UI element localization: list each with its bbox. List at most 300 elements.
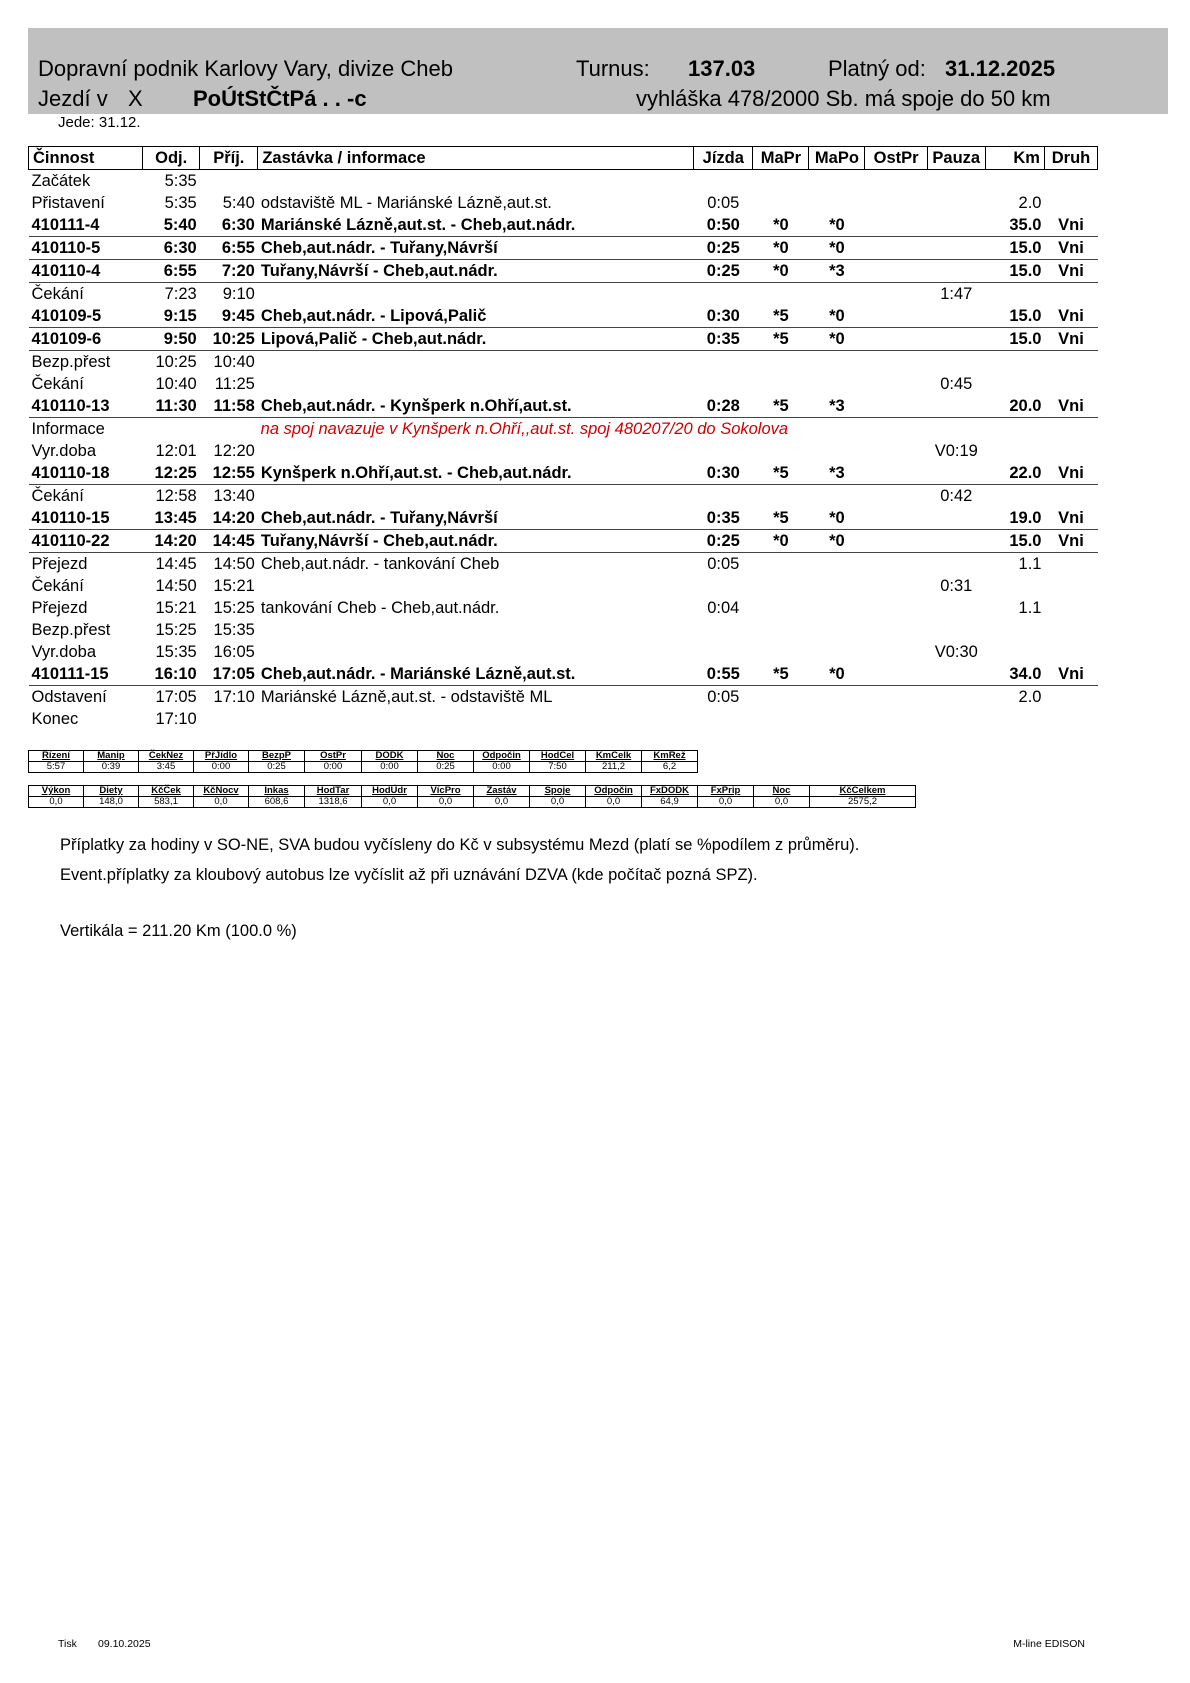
header-band	[28, 28, 1168, 114]
cell-ostpr	[865, 395, 927, 418]
col-ostpr: OstPr	[865, 147, 927, 170]
cell-odj: 10:25	[155, 352, 197, 371]
cell-km	[985, 619, 1044, 641]
cell-druh	[1044, 485, 1097, 508]
cell-mapo	[809, 708, 865, 730]
cell-ostpr	[865, 597, 927, 619]
cell-odj: 9:15	[143, 305, 200, 328]
summary-label: PřJídlo	[194, 751, 249, 762]
summary-label: ČekNez	[139, 751, 194, 762]
table-row	[29, 351, 1098, 374]
table-row	[29, 553, 1098, 576]
cell-pauza	[927, 260, 985, 283]
cell-odj: 14:45	[155, 554, 197, 573]
cell-prij: 14:50	[213, 554, 255, 573]
cell-mapo	[809, 170, 865, 193]
cell-zastavka: Cheb,aut.nádr. - Mariánské Lázně,aut.st.	[258, 663, 694, 686]
cell-prij: 11:25	[214, 374, 255, 393]
cell-prij: 15:21	[213, 576, 255, 595]
cell-mapo: *3	[809, 260, 865, 283]
cell-druh	[1044, 619, 1097, 641]
cell-pauza	[927, 507, 985, 530]
summary-value: 0:39	[84, 762, 139, 773]
cell-info-text: na spoj navazuje v Kynšperk n.Ohří,,aut.st. spoj 480207/20 do Sokolova	[260, 419, 789, 438]
cell-druh	[1044, 597, 1097, 619]
cell-km: 2.0	[1018, 193, 1042, 212]
summary-label: Noc	[418, 751, 474, 762]
table-row	[29, 619, 1098, 641]
cell-prij: 9:10	[222, 284, 255, 303]
summary-value: 0,0	[698, 797, 754, 808]
cell-ostpr	[865, 283, 927, 306]
cell-cinnost: 410111-15	[29, 663, 143, 686]
cell-cinnost: 410110-15	[29, 507, 143, 530]
cell-cinnost: 410110-22	[29, 530, 143, 553]
summary-value: 0,0	[194, 797, 249, 808]
table-row	[29, 641, 1098, 663]
col-prij: Příj.	[200, 147, 258, 170]
col-odj: Odj.	[143, 147, 200, 170]
cell-odj: 5:40	[143, 214, 200, 237]
cell-km: 19.0	[985, 507, 1044, 530]
cell-zastavka	[258, 485, 694, 508]
cell-jizda: 0:04	[707, 598, 740, 617]
summary-value: 0:00	[474, 762, 530, 773]
schedule-body	[29, 170, 1098, 731]
cell-prij	[200, 708, 258, 730]
cell-zastavka: Mariánské Lázně,aut.st. - Cheb,aut.nádr.	[258, 214, 694, 237]
summary-value: 0,0	[530, 797, 586, 808]
cell-mapo	[809, 283, 865, 306]
cell-jizda: 0:05	[707, 193, 740, 212]
cell-mapr	[753, 485, 809, 508]
cell-ostpr	[865, 214, 927, 237]
table-row	[29, 260, 1098, 283]
table-row	[29, 283, 1098, 306]
cell-ostpr	[865, 305, 927, 328]
regulation-note: vyhláška 478/2000 Sb. má spoje do 50 km	[636, 86, 1051, 111]
summary-value: 0:25	[249, 762, 305, 773]
summary-label: Zastáv	[474, 786, 530, 797]
col-mapr: MaPr	[753, 147, 809, 170]
cell-odj: 17:10	[155, 709, 197, 728]
table-row	[29, 708, 1098, 730]
cell-mapr	[753, 708, 809, 730]
cell-odj: 6:55	[143, 260, 200, 283]
summary-value: 6,2	[642, 762, 698, 773]
cell-cinnost: Začátek	[31, 171, 91, 190]
cell-km: 35.0	[985, 214, 1044, 237]
cell-mapo: *0	[809, 507, 865, 530]
table-row	[29, 418, 1098, 441]
table-row	[29, 462, 1098, 485]
cell-zastavka	[258, 283, 694, 306]
cell-odj: 13:45	[143, 507, 200, 530]
cell-ostpr	[865, 507, 927, 530]
cell-pauza	[927, 530, 985, 553]
cell-prij: 15:25	[213, 598, 255, 617]
cell-mapr: *5	[753, 305, 809, 328]
cell-mapo	[809, 485, 865, 508]
cell-km	[985, 708, 1044, 730]
cell-ostpr	[865, 328, 927, 351]
cell-jizda	[694, 170, 753, 193]
schedule-table	[28, 146, 1098, 730]
cell-mapr	[753, 597, 809, 619]
cell-ostpr	[865, 351, 927, 374]
cell-zastavka	[258, 351, 694, 374]
col-druh: Druh	[1044, 147, 1097, 170]
cell-pauza	[927, 214, 985, 237]
cell-pauza	[927, 619, 985, 641]
summary-label: FxPrip	[698, 786, 754, 797]
cell-pauza	[927, 328, 985, 351]
cell-prij: 13:40	[213, 486, 255, 505]
cell-odj: 17:05	[155, 687, 197, 706]
cell-ostpr	[865, 260, 927, 283]
cell-ostpr	[865, 373, 927, 395]
cell-ostpr	[865, 663, 927, 686]
cell-ostpr	[865, 619, 927, 641]
cell-odj: 15:21	[155, 598, 197, 617]
cell-zastavka: odstaviště ML - Mariánské Lázně,aut.st.	[260, 193, 552, 212]
cell-prij	[200, 170, 258, 193]
cell-cinnost: Odstavení	[31, 687, 107, 706]
cell-zastavka: Cheb,aut.nádr. - Tuřany,Návrší	[258, 507, 694, 530]
cell-zastavka: Kynšperk n.Ohří,aut.st. - Cheb,aut.nádr.	[258, 462, 694, 485]
cell-prij: 12:20	[213, 441, 255, 460]
cell-km: 15.0	[985, 260, 1044, 283]
summary-value: 211,2	[586, 762, 642, 773]
cell-druh	[1044, 373, 1097, 395]
cell-prij: 7:20	[200, 260, 258, 283]
summary-value: 0,0	[362, 797, 418, 808]
summary-label: FxDODK	[642, 786, 698, 797]
cell-km: 15.0	[985, 237, 1044, 260]
cell-druh	[1044, 553, 1097, 576]
table-row	[29, 305, 1098, 328]
cell-prij: 10:40	[213, 352, 255, 371]
cell-mapr	[753, 170, 809, 193]
cell-mapo	[809, 440, 865, 462]
cell-pauza	[927, 553, 985, 576]
col-km: Km	[985, 147, 1044, 170]
cell-jizda	[694, 351, 753, 374]
cell-jizda: 0:25	[694, 530, 753, 553]
cell-mapr	[753, 192, 809, 214]
cell-cinnost: 410109-5	[29, 305, 143, 328]
cell-prij: 11:58	[200, 395, 258, 418]
cell-jizda: 0:05	[707, 687, 740, 706]
cell-jizda: 0:05	[707, 554, 740, 573]
summary-value: 0,0	[418, 797, 474, 808]
summary-label: KčCelkem	[810, 786, 916, 797]
summary-2-labels	[29, 786, 916, 797]
summary-value: 583,1	[139, 797, 194, 808]
cell-jizda	[694, 485, 753, 508]
cell-jizda: 0:28	[694, 395, 753, 418]
cell-jizda: 0:25	[694, 237, 753, 260]
cell-druh: Vni	[1044, 260, 1097, 283]
cell-cinnost: Bezp.přest	[31, 352, 111, 371]
summary-label: Řízení	[29, 751, 84, 762]
summary-value: 5:57	[29, 762, 84, 773]
cell-druh	[1044, 686, 1097, 709]
cell-zastavka: Mariánské Lázně,aut.st. - odstaviště ML	[260, 687, 553, 706]
cell-jizda: 0:35	[694, 507, 753, 530]
cell-mapr	[753, 641, 809, 663]
cell-prij: 17:05	[200, 663, 258, 686]
cell-mapr	[753, 619, 809, 641]
summary-value: 0,0	[474, 797, 530, 808]
cell-druh	[1044, 192, 1097, 214]
summary-value: 3:45	[139, 762, 194, 773]
cell-pauza	[927, 395, 985, 418]
col-zastavka: Zastávka / informace	[258, 147, 694, 170]
cell-km: 2.0	[1018, 687, 1042, 706]
cell-odj: 15:35	[155, 642, 197, 661]
cell-druh	[1044, 641, 1097, 663]
cell-zastavka: Tuřany,Návrší - Cheb,aut.nádr.	[258, 530, 694, 553]
cell-mapr: *5	[753, 462, 809, 485]
table-row	[29, 192, 1098, 214]
cell-zastavka	[258, 708, 694, 730]
summary-label: Odpočin	[586, 786, 642, 797]
summary-value: 148,0	[84, 797, 139, 808]
cell-cinnost: 410110-4	[29, 260, 143, 283]
cell-jizda	[694, 641, 753, 663]
cell-pauza	[927, 597, 985, 619]
cell-odj: 16:10	[143, 663, 200, 686]
summary-label: Spoje	[530, 786, 586, 797]
table-row	[29, 373, 1098, 395]
cell-pauza	[927, 686, 985, 709]
cell-prij: 15:35	[213, 620, 255, 639]
cell-mapo	[809, 553, 865, 576]
table-row	[29, 663, 1098, 686]
cell-zastavka	[258, 373, 694, 395]
cell-cinnost: Čekání	[31, 486, 84, 505]
cell-zastavka	[258, 641, 694, 663]
footer-print-label: Tisk	[58, 1638, 77, 1650]
cell-prij: 14:45	[200, 530, 258, 553]
cell-jizda	[694, 373, 753, 395]
table-row	[29, 237, 1098, 260]
cell-mapr: *0	[753, 214, 809, 237]
summary-label: Výkon	[29, 786, 84, 797]
summary-label: KčČek	[139, 786, 194, 797]
cell-mapo	[809, 619, 865, 641]
cell-mapr	[753, 351, 809, 374]
cell-ostpr	[865, 192, 927, 214]
cell-mapr	[753, 283, 809, 306]
cell-mapo	[809, 351, 865, 374]
table-row	[29, 530, 1098, 553]
cell-prij: 12:55	[200, 462, 258, 485]
col-mapo: MaPo	[809, 147, 865, 170]
summary-label: KčNocv	[194, 786, 249, 797]
summary-label: VícPro	[418, 786, 474, 797]
cell-ostpr	[865, 237, 927, 260]
cell-zastavka	[258, 170, 694, 193]
cell-prij: 17:10	[213, 687, 255, 706]
cell-druh: Vni	[1044, 214, 1097, 237]
cell-jizda: 0:50	[694, 214, 753, 237]
cell-mapo	[809, 575, 865, 597]
turnus-label: Turnus:	[576, 56, 650, 81]
col-cinnost: Činnost	[29, 147, 143, 170]
cell-pauza: 0:45	[940, 374, 973, 393]
cell-mapr: *5	[753, 507, 809, 530]
cell-jizda: 0:25	[694, 260, 753, 283]
cell-jizda: 0:35	[694, 328, 753, 351]
cell-mapo: *0	[809, 663, 865, 686]
note-surcharge-weekend: Příplatky za hodiny v SO-NE, SVA budou vyčísleny do Kč v subsystému Mezd (platí se %podílem z průměru).	[60, 836, 860, 854]
cell-zastavka	[258, 619, 694, 641]
cell-druh: Vni	[1044, 395, 1097, 418]
cell-mapo: *0	[809, 237, 865, 260]
cell-mapr	[753, 553, 809, 576]
cell-prij: 16:05	[213, 642, 255, 661]
cell-cinnost: 410110-13	[29, 395, 143, 418]
table-row	[29, 597, 1098, 619]
note-surcharge-articulated: Event.příplatky za kloubový autobus lze vyčíslit až při uznávání DZVA (kde počítač pozná SPZ).	[60, 866, 758, 884]
cell-cinnost: Čekání	[31, 576, 84, 595]
cell-prij: 5:40	[222, 193, 255, 212]
summary-value: 7:50	[530, 762, 586, 773]
valid-from-value: 31.12.2025	[945, 56, 1056, 81]
cell-mapr: *0	[753, 530, 809, 553]
col-pauza: Pauza	[927, 147, 985, 170]
cell-mapr	[753, 575, 809, 597]
cell-zastavka: Lipová,Palič - Cheb,aut.nádr.	[258, 328, 694, 351]
cell-ostpr	[865, 485, 927, 508]
cell-km: 1.1	[1018, 598, 1042, 617]
summary-value: 0:00	[194, 762, 249, 773]
jede-date: Jede: 31.12.	[58, 114, 141, 131]
table-row	[29, 214, 1098, 237]
cell-pauza	[927, 663, 985, 686]
cell-ostpr	[865, 462, 927, 485]
cell-pauza	[927, 708, 985, 730]
summary-label: KmRež	[642, 751, 698, 762]
summary-table-2	[28, 785, 916, 808]
cell-cinnost: Konec	[31, 709, 79, 728]
cell-km	[985, 641, 1044, 663]
col-jizda: Jízda	[694, 147, 753, 170]
cell-cinnost: Čekání	[31, 284, 84, 303]
table-row	[29, 686, 1098, 709]
cell-km: 15.0	[985, 305, 1044, 328]
cell-druh	[1044, 170, 1097, 193]
cell-prij: 6:55	[200, 237, 258, 260]
cell-ostpr	[865, 641, 927, 663]
cell-odj: 7:23	[164, 284, 197, 303]
table-row	[29, 440, 1098, 462]
cell-prij: 10:25	[200, 328, 258, 351]
cell-ostpr	[865, 440, 927, 462]
summary-2-values	[29, 797, 916, 808]
cell-druh	[1044, 351, 1097, 374]
cell-odj: 14:20	[143, 530, 200, 553]
cell-druh	[1044, 440, 1097, 462]
jezdi-label: Jezdí v	[38, 86, 108, 111]
cell-druh	[1044, 708, 1097, 730]
summary-label: Inkas	[249, 786, 305, 797]
summary-value: 1318,6	[305, 797, 362, 808]
summary-value: 0:00	[362, 762, 418, 773]
company-name: Dopravní podnik Karlovy Vary, divize Cheb	[38, 56, 453, 81]
summary-label: HodCel	[530, 751, 586, 762]
summary-label: HodÚdr	[362, 786, 418, 797]
cell-prij: 9:45	[200, 305, 258, 328]
cell-cinnost: Vyr.doba	[31, 441, 97, 460]
note-vertical-km: Vertikála = 211.20 Km (100.0 %)	[60, 922, 297, 940]
schedule-header-row	[29, 147, 1098, 170]
cell-mapr: *0	[753, 237, 809, 260]
cell-prij: 6:30	[200, 214, 258, 237]
cell-zastavka	[258, 575, 694, 597]
cell-cinnost: 410110-18	[29, 462, 143, 485]
table-row	[29, 575, 1098, 597]
table-row	[29, 170, 1098, 193]
cell-mapo	[809, 686, 865, 709]
cell-mapr	[753, 373, 809, 395]
summary-value: 64,9	[642, 797, 698, 808]
cell-zastavka: Cheb,aut.nádr. - Lipová,Palič	[258, 305, 694, 328]
cell-druh	[1044, 575, 1097, 597]
footer-print-date: 09.10.2025	[98, 1638, 151, 1650]
cell-km: 1.1	[1018, 554, 1042, 573]
cell-km	[985, 373, 1044, 395]
cell-odj: 5:35	[164, 193, 197, 212]
summary-label: KmCelk	[586, 751, 642, 762]
cell-jizda: 0:30	[694, 305, 753, 328]
cell-cinnost: 410109-6	[29, 328, 143, 351]
cell-druh: Vni	[1044, 530, 1097, 553]
cell-odj: 11:30	[143, 395, 200, 418]
summary-label: Manip	[84, 751, 139, 762]
cell-km	[985, 575, 1044, 597]
cell-jizda	[694, 440, 753, 462]
cell-pauza	[927, 237, 985, 260]
cell-km: 22.0	[985, 462, 1044, 485]
cell-pauza	[927, 192, 985, 214]
cell-mapr	[753, 440, 809, 462]
cell-druh	[1044, 283, 1097, 306]
cell-mapo: *0	[809, 214, 865, 237]
cell-jizda: 0:30	[694, 462, 753, 485]
table-row	[29, 328, 1098, 351]
cell-km: 15.0	[985, 530, 1044, 553]
cell-cinnost: Bezp.přest	[31, 620, 111, 639]
turnus-value: 137.03	[688, 56, 756, 81]
cell-cinnost: Čekání	[31, 374, 84, 393]
summary-label: OstPr	[305, 751, 362, 762]
cell-mapo	[809, 597, 865, 619]
cell-odj: 12:25	[143, 462, 200, 485]
cell-km	[985, 351, 1044, 374]
cell-zastavka: tankování Cheb - Cheb,aut.nádr.	[260, 598, 500, 617]
cell-cinnost: 410110-5	[29, 237, 143, 260]
cell-odj: 12:58	[155, 486, 197, 505]
cell-zastavka: Cheb,aut.nádr. - Kynšperk n.Ohří,aut.st.	[258, 395, 694, 418]
cell-prij: 14:20	[200, 507, 258, 530]
cell-druh: Vni	[1044, 462, 1097, 485]
cell-pauza	[927, 462, 985, 485]
cell-mapr: *0	[753, 260, 809, 283]
summary-value: 0,0	[29, 797, 84, 808]
